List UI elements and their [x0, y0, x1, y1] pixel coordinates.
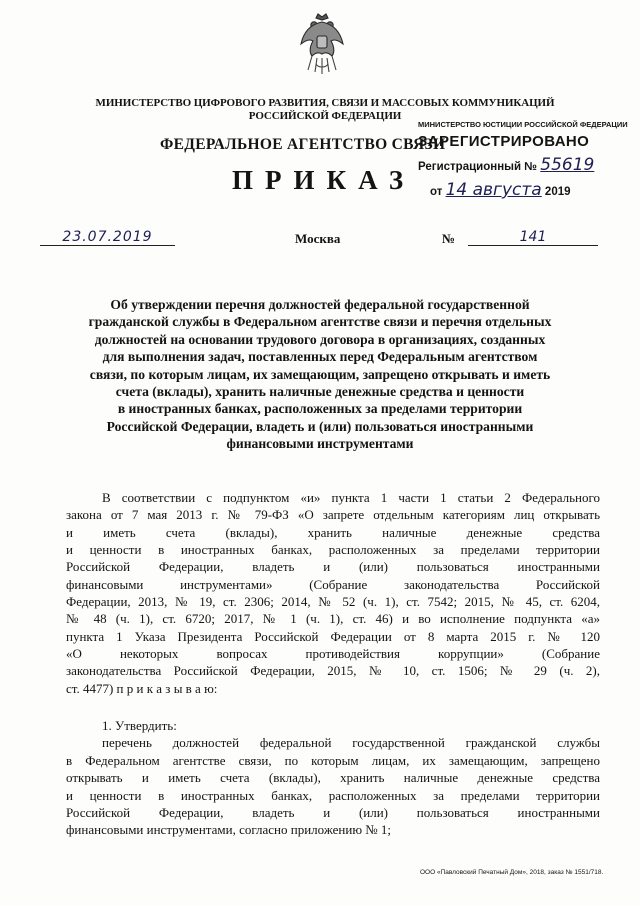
stamp-date-handwritten: 14 августа — [445, 180, 542, 200]
preamble-line: и иметь счета (вклады), хранить наличные денежные средства — [66, 524, 600, 540]
preamble-line: Федерации, 2013, № 19, ст. 2306; 2014, № 52 (ч. 1), ст. 7542; 2015, № 45, ст. 6204, — [66, 594, 600, 610]
preamble-line: пункта 1 Указа Президента Российской Федерации от 8 марта 2015 г. № 120 — [66, 628, 600, 644]
item1-line: в Федеральном агентстве связи, по которым лицам, их замещающим, запрещено — [66, 752, 600, 768]
order-meta-line — [0, 229, 640, 251]
agency-name: ФЕДЕРАЛЬНОЕ АГЕНТСТВО СВЯЗИ — [160, 136, 446, 153]
title-line: Российской Федерации, владеть и (или) пользоваться иностранными — [106, 418, 534, 434]
order-body — [66, 489, 600, 839]
stamp-reg-label: Регистрационный № — [418, 161, 538, 173]
title-line: должностей на основании трудового договора в организациях, созданных — [94, 331, 546, 347]
preamble-line: «О некоторых вопросах противодействия коррупции» (Собрание — [66, 646, 600, 662]
title-line: связи, по которым лицам, их замещающим, запрещено открывать и иметь — [89, 366, 551, 382]
preamble-line: финансовыми инструментами» (Собрание законодательства Российской — [66, 576, 600, 592]
printer-footer: ООО «Павловский Печатный Дом», 2018, заказ № 1551/718. — [420, 869, 604, 876]
order-number-sign: № — [442, 231, 456, 246]
stamp-year: 2019 — [544, 186, 571, 198]
item1-line: финансовыми инструментами, согласно приложению № 1; — [66, 822, 392, 838]
stamp-date-prefix: от — [430, 186, 443, 198]
item1-line: открывать и иметь счета (вклады), хранить наличные денежные средства — [66, 770, 600, 786]
title-line: Об утверждении перечня должностей федеральной государственной — [110, 297, 530, 312]
stamp-reg-row — [418, 155, 628, 175]
state-emblem-icon — [298, 12, 346, 76]
preamble-line: законодательства Российской Федерации, 2015, № 10, ст. 1506; № 29 (ч. 2), — [66, 663, 600, 679]
title-line: счета (вклады), хранить наличные денежные средства и ценности — [115, 384, 525, 400]
order-date: 23.07.2019 — [40, 229, 175, 246]
stamp-registered: ЗАРЕГИСТРИРОВАНО — [418, 133, 590, 150]
preamble-line: В соответствии с подпунктом «и» пункта 1 части 1 статьи 2 Федерального — [102, 490, 600, 505]
item1-line: Российской Федерации, владеть и (или) пользоваться иностранными — [66, 804, 600, 820]
document-type-heading: ПРИКАЗ — [232, 165, 416, 195]
item1-line: перечень должностей федеральной государственной гражданской службы — [102, 735, 600, 751]
item1-heading: 1. Утвердить: — [102, 718, 177, 734]
ministry-name-line2: РОССИЙСКОЙ ФЕДЕРАЦИИ — [248, 110, 402, 122]
preamble-line: Российской Федерации, владеть и (или) пользоваться иностранными — [66, 559, 600, 575]
stamp-date-row — [430, 180, 628, 200]
stamp-ministry: МИНИСТЕРСТВО ЮСТИЦИИ РОССИЙСКОЙ ФЕДЕРАЦИИ — [418, 120, 628, 129]
title-line: гражданской службы в Федеральном агентстве связи и перечня отдельных — [88, 314, 552, 330]
preamble-line: ст. 4477) п р и к а з ы в а ю: — [66, 680, 218, 696]
title-line: финансовыми инструментами — [226, 436, 414, 452]
registration-stamp — [418, 120, 628, 200]
order-place: Москва — [295, 231, 341, 246]
order-number: 141 — [468, 229, 598, 246]
title-line: для выполнения задач, поставленных перед Федеральным агентством — [102, 349, 538, 365]
preamble-line: закона от 7 мая 2013 г. № 79-ФЗ «О запрете отдельным категориям лиц открывать — [66, 507, 600, 523]
item1-line: и ценности в иностранных банках, расположенных за пределами территории — [66, 787, 600, 803]
stamp-reg-number: 55619 — [540, 155, 595, 175]
preamble-line: № 48 (ч. 1), ст. 6720; 2017, № 1 (ч. 1), ст. 46) и во исполнение подпункта «а» — [66, 611, 600, 627]
preamble-line: и ценности в иностранных банках, расположенных за пределами территории — [66, 542, 600, 558]
ministry-name-line1: МИНИСТЕРСТВО ЦИФРОВОГО РАЗВИТИЯ, СВЯЗИ И МАССОВЫХ КОММУНИКАЦИЙ — [95, 97, 555, 109]
title-line: в иностранных банках, расположенных за пределами территории — [117, 401, 523, 417]
order-title — [60, 296, 580, 453]
